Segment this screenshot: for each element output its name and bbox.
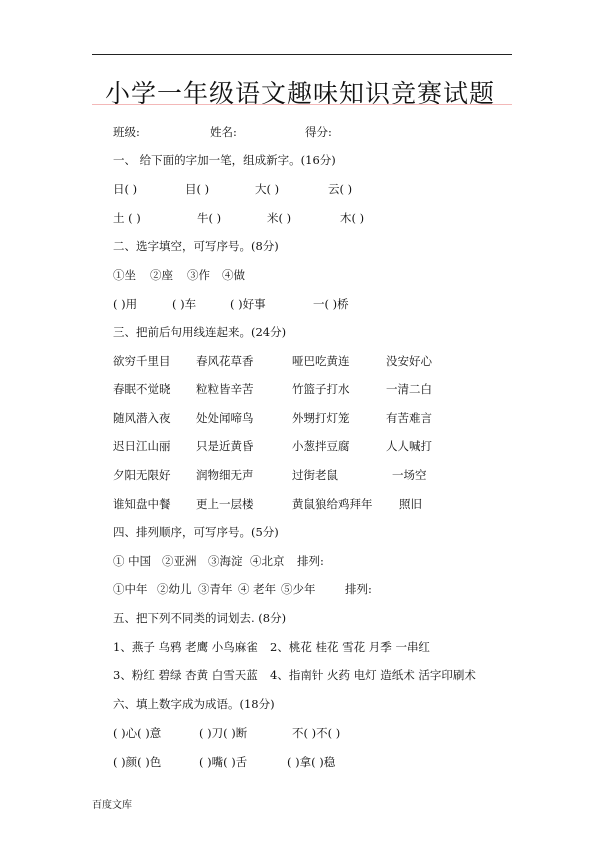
s1-item: 米( ) — [267, 211, 292, 225]
s1-item: 土 ( ) — [113, 211, 141, 225]
s2-option: ③作 — [187, 268, 210, 282]
class-label: 班级: — [113, 125, 140, 139]
s3-cell: 春眠不觉晓 — [113, 382, 171, 396]
section-6-heading: 六、填上数字成为成语。(18分) — [113, 697, 275, 711]
s3-cell: 有苦难言 — [386, 411, 432, 425]
section-3-heading: 三、把前后句用线连起来。(24分) — [113, 325, 287, 339]
page-title: 小学一年级语文趣味知识竞赛试题 — [104, 79, 495, 108]
s3-cell: 竹篮子打水 — [292, 382, 350, 396]
s4-label: 排列: — [345, 582, 372, 596]
s3-cell: 更上一层楼 — [196, 497, 254, 511]
s4-item: ⑤少年 — [281, 582, 316, 596]
s3-cell: 哑巴吃黄连 — [292, 354, 350, 368]
s3-cell: 小葱拌豆腐 — [292, 439, 350, 453]
s2-option: ④做 — [222, 268, 245, 282]
s6-item: ( )颜( )色 — [113, 755, 162, 769]
footer-text: 百度文库 — [92, 800, 132, 811]
s2-option: ①坐 — [113, 268, 136, 282]
s3-cell: 一场空 — [392, 468, 427, 482]
s5-item: 1、燕子 乌鸦 老鹰 小鸟麻雀 — [113, 640, 258, 654]
name-label: 姓名: — [210, 125, 237, 139]
s1-item: 牛( ) — [197, 211, 222, 225]
score-label: 得分: — [305, 125, 332, 139]
section-1-heading: 一、 给下面的字加一笔，组成新字。(16分) — [113, 153, 336, 167]
s6-item: ( )心( )意 — [113, 726, 162, 740]
s1-item: 木( ) — [340, 211, 365, 225]
s3-cell: 外甥打灯笼 — [292, 411, 350, 425]
section-2-heading: 二、选字填空，可写序号。(8分) — [113, 239, 279, 253]
s1-item: 目( ) — [185, 182, 210, 196]
s5-item: 3、粉红 碧绿 杏黄 白雪天蓝 — [113, 668, 258, 682]
s2-option: ②座 — [150, 268, 173, 282]
s3-cell: 没安好心 — [386, 354, 432, 368]
top-rule — [92, 54, 512, 55]
s3-cell: 过街老鼠 — [292, 468, 338, 482]
s3-cell: 润物细无声 — [196, 468, 254, 482]
s3-cell: 人人喊打 — [386, 439, 432, 453]
s3-cell: 粒粒皆辛苦 — [196, 382, 254, 396]
s3-cell: 谁知盘中餐 — [113, 497, 171, 511]
s4-item: ①中年 — [113, 582, 148, 596]
s2-blank: 一( )桥 — [313, 297, 349, 311]
s3-cell: 一清二白 — [386, 382, 432, 396]
s6-item: ( )嘴( )舌 — [199, 755, 248, 769]
s2-blank: ( )用 — [113, 297, 138, 311]
s3-cell: 春风花草香 — [196, 354, 254, 368]
s1-item: 云( ) — [328, 182, 353, 196]
section-5-heading: 五、把下列不同类的词划去. (8分) — [113, 611, 287, 625]
s2-blank: ( )车 — [172, 297, 197, 311]
s6-item: ( )刀( )断 — [199, 726, 248, 740]
s3-cell: 夕阳无限好 — [113, 468, 171, 482]
s4-item: ③海淀 — [208, 554, 243, 568]
s6-item: ( )拿( )稳 — [287, 755, 336, 769]
title-rule — [92, 104, 512, 105]
s3-cell: 处处闻啼鸟 — [196, 411, 254, 425]
s5-item: 2、桃花 桂花 雪花 月季 一串红 — [270, 640, 430, 654]
s4-item: ④ 老年 — [238, 582, 277, 596]
s3-cell: 随风潜入夜 — [113, 411, 171, 425]
s3-cell: 只是近黄昏 — [196, 439, 254, 453]
s3-cell: 黄鼠狼给鸡拜年 — [292, 497, 373, 511]
s1-item: 日( ) — [113, 182, 138, 196]
s2-blank: ( )好事 — [230, 297, 266, 311]
s4-item: ②幼儿 — [157, 582, 192, 596]
s4-item: ① 中国 — [113, 554, 152, 568]
s3-cell: 迟日江山丽 — [113, 439, 171, 453]
s4-item: ③青年 — [198, 582, 233, 596]
section-4-heading: 四、排列顺序，可写序号。(5分) — [113, 525, 279, 539]
s4-item: ④北京 — [250, 554, 285, 568]
s3-cell: 照旧 — [399, 497, 422, 511]
s5-item: 4、指南针 火药 电灯 造纸术 活字印刷术 — [270, 668, 476, 682]
s3-cell: 欲穷千里目 — [113, 354, 171, 368]
s4-label: 排列: — [297, 554, 324, 568]
s6-item: 不( )不( ) — [292, 726, 341, 740]
s1-item: 大( ) — [255, 182, 280, 196]
s4-item: ②亚洲 — [162, 554, 197, 568]
